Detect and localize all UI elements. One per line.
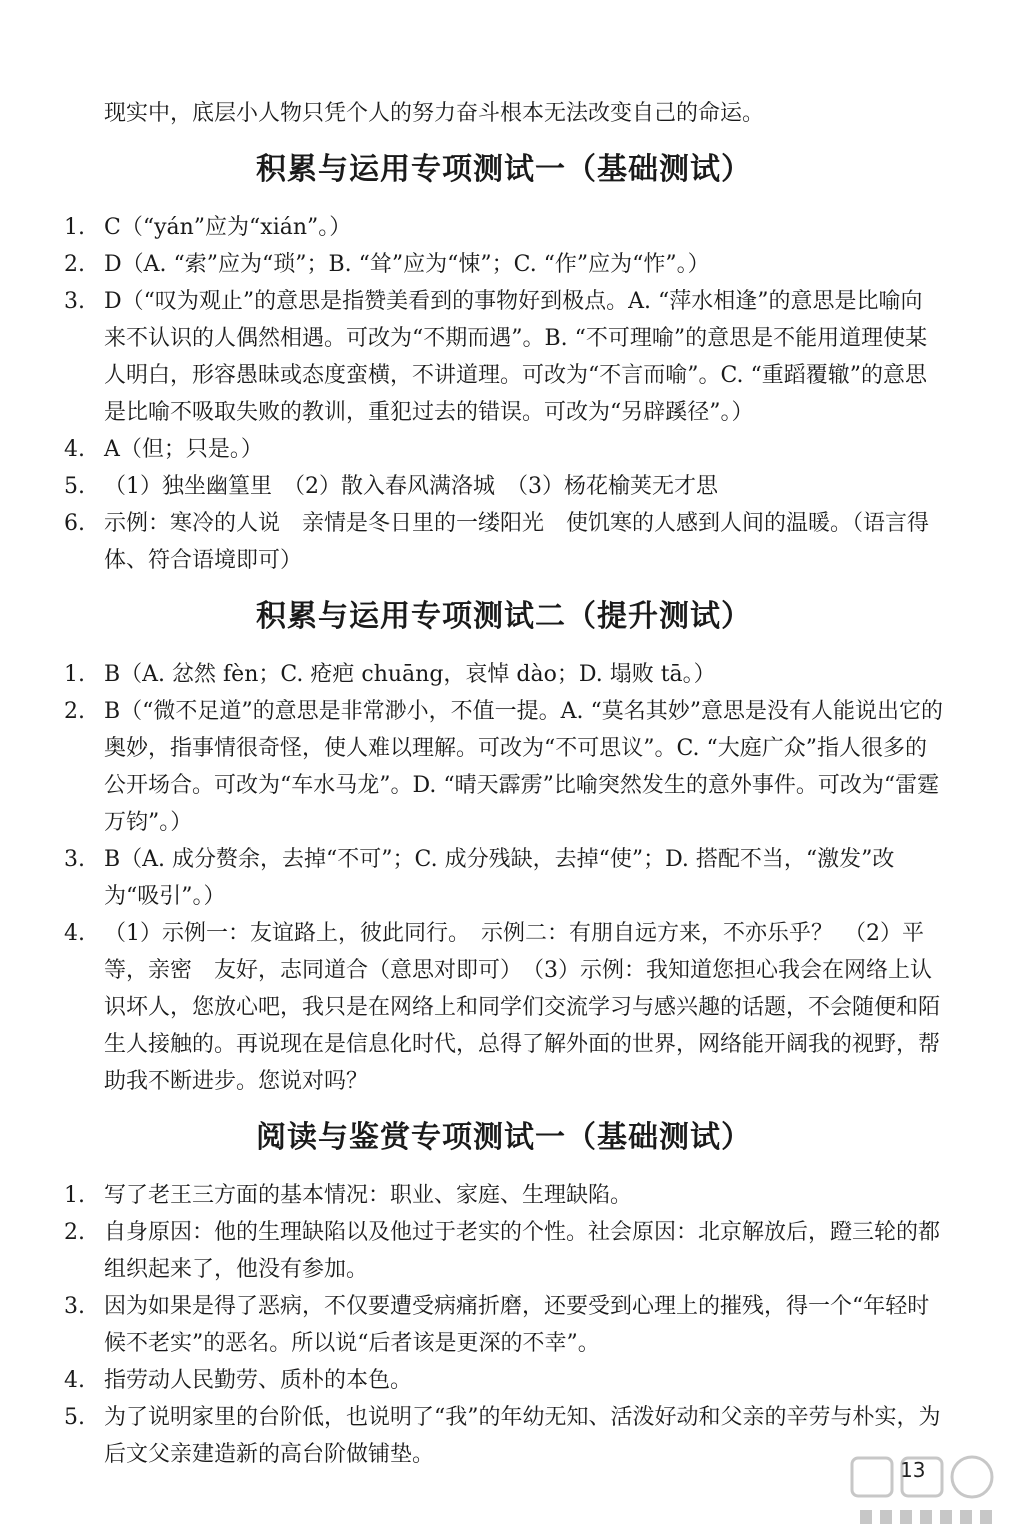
answer-page xyxy=(64,95,944,1473)
item-text: （1）示例一：友谊路上，彼此同行。 示例二：有朋自远方来，不亦乐乎？ （2）平等，亲密 友好，志同道合（意思对即可） （3）示例：我知道您担心我会在网络上认识坏人，您放心吧，我只是在网络上和同学们交流学习与感兴趣的话题，不会随便和陌生人接触的。再说现在是信息化时代，总得了解外面的世界，网络能开阔我的视野，帮助我不断进步。您说对吗？ xyxy=(104,921,941,1094)
item-number: 3. xyxy=(64,289,85,314)
item-text: B（A. 成分赘余，去掉“不可”；C. 成分残缺，去掉“使”；D. 搭配不当，“激发”改为“吸引”。） xyxy=(104,847,895,909)
section-1 xyxy=(64,150,944,579)
answer-item xyxy=(64,1288,944,1362)
item-number: 1. xyxy=(64,215,85,240)
section-2 xyxy=(64,597,944,1100)
item-number: 1. xyxy=(64,1183,85,1208)
answer-item xyxy=(64,656,944,693)
item-text: A（但；只是。） xyxy=(104,437,263,462)
item-number: 4. xyxy=(64,1368,85,1393)
item-number: 1. xyxy=(64,662,85,687)
item-text: D（A. “索”应为“琐”；B. “耸”应为“悚”；C. “作”应为“怍”。） xyxy=(104,252,710,277)
item-text: B（A. 忿然 fèn；C. 疮疤 chuāng，哀悼 dào；D. 塌败 tā。） xyxy=(104,662,716,687)
item-text: 指劳动人民勤劳、质朴的本色。 xyxy=(104,1368,413,1393)
item-text: 为了说明家里的台阶低，也说明了“我”的年幼无知、活泼好动和父亲的辛劳与朴实，为后文父亲建造新的高台阶做铺垫。 xyxy=(104,1405,941,1467)
item-text: 因为如果是得了恶病，不仅要遭受病痛折磨，还要受到心理上的摧残，得一个“年轻时候不老实”的恶名。所以说“后者该是更深的不幸”。 xyxy=(104,1294,930,1356)
item-number: 3. xyxy=(64,847,85,872)
page-number: 13 xyxy=(900,1458,926,1482)
answer-list xyxy=(64,209,944,579)
answer-item xyxy=(64,1177,944,1214)
answer-item xyxy=(64,468,944,505)
item-text: （1）独坐幽篁里 （2）散入春风满洛城 （3）杨花榆荚无才思 xyxy=(104,474,718,499)
answer-item xyxy=(64,693,944,841)
item-number: 5. xyxy=(64,1405,85,1430)
answer-item xyxy=(64,1214,944,1288)
answer-item xyxy=(64,505,944,579)
answer-item xyxy=(64,246,944,283)
answer-list xyxy=(64,1177,944,1473)
item-number: 4. xyxy=(64,921,85,946)
intro-line: 现实中，底层小人物只凭个人的努力奋斗根本无法改变自己的命运。 xyxy=(104,101,765,126)
item-number: 3. xyxy=(64,1294,85,1319)
item-number: 4. xyxy=(64,437,85,462)
item-text: 自身原因：他的生理缺陷以及他过于老实的个性。社会原因：北京解放后，蹬三轮的都组织起来了，他没有参加。 xyxy=(104,1220,941,1282)
item-number: 2. xyxy=(64,1220,85,1245)
answer-item xyxy=(64,841,944,915)
item-number: 5. xyxy=(64,474,85,499)
answer-item xyxy=(64,915,944,1100)
item-number: 2. xyxy=(64,699,85,724)
item-text: D（“叹为观止”的意思是指赞美看到的事物好到极点。A. “萍水相逢”的意思是比喻向来不认识的人偶然相遇。可改为“不期而遇”。B. “不可理喻”的意思是不能用道理使某人明白，形容愚昧或态度蛮横，不讲道理。可改为“不言而喻”。C. “重蹈覆辙”的意思是比喻不吸取失败的教训，重犯过去的错误。可改为“另辟蹊径”。） xyxy=(104,289,928,425)
item-text: B（“微不足道”的意思是非常渺小，不值一提。A. “莫名其妙”意思是没有人能说出它的奥妙，指事情很奇怪，使人难以理解。可改为“不可思议”。C. “大庭广众”指人很多的公开场合。可改为“车水马龙”。D. “晴天霹雳”比喻突然发生的意外事件。可改为“雷霆万钧”。） xyxy=(104,699,944,835)
answer-item xyxy=(64,283,944,431)
section-title: 阅读与鉴赏专项测试一（基础测试） xyxy=(256,1120,752,1155)
answer-list xyxy=(64,656,944,1100)
answer-item xyxy=(64,209,944,246)
section-title: 积累与运用专项测试一（基础测试） xyxy=(256,152,752,187)
item-number: 2. xyxy=(64,252,85,277)
item-number: 6. xyxy=(64,511,85,536)
section-title: 积累与运用专项测试二（提升测试） xyxy=(256,599,752,634)
answer-item xyxy=(64,431,944,468)
answer-item xyxy=(64,1399,944,1473)
answer-item xyxy=(64,1362,944,1399)
item-text: 写了老王三方面的基本情况：职业、家庭、生理缺陷。 xyxy=(104,1183,633,1208)
section-3 xyxy=(64,1118,944,1473)
item-text: C（“yán”应为“xián”。） xyxy=(104,215,352,240)
watermark-logo xyxy=(840,1452,1020,1532)
item-text: 示例：寒冷的人说 亲情是冬日里的一缕阳光 使饥寒的人感到人间的温暖。（语言得体、符合语境即可） xyxy=(104,511,930,573)
